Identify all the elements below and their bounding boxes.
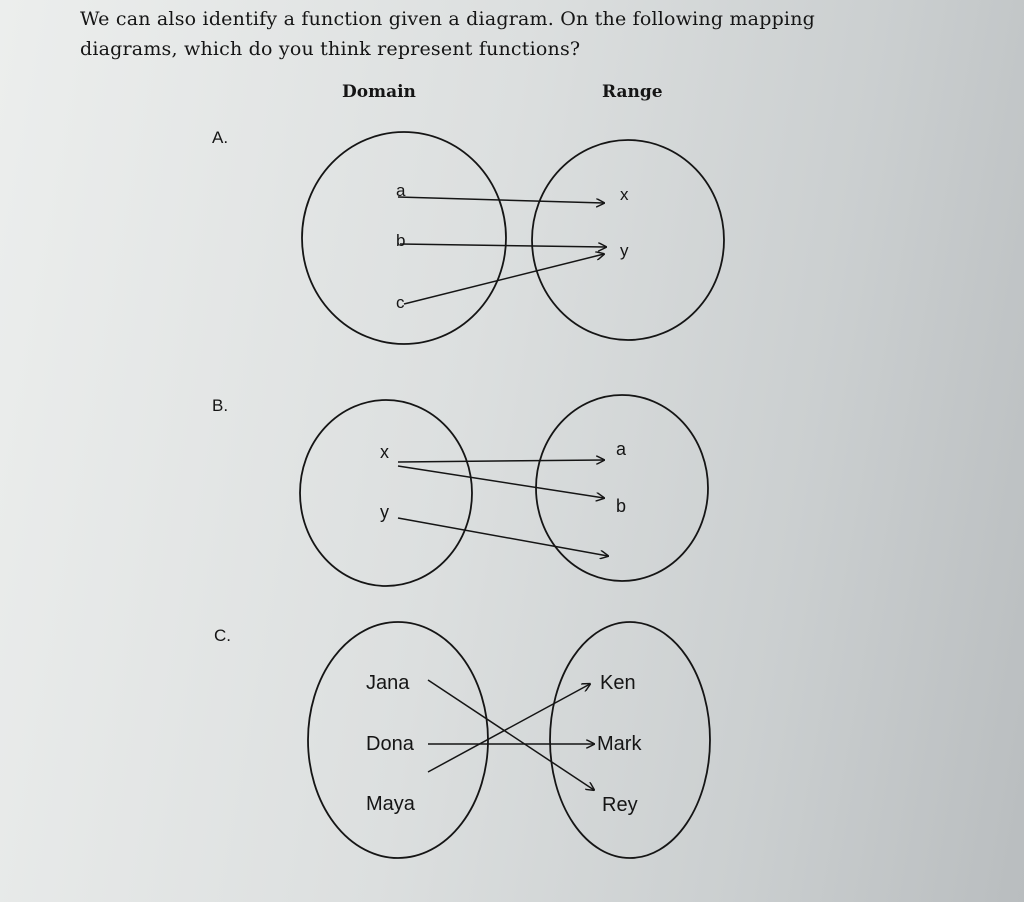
- domain-header: Domain: [342, 82, 416, 102]
- diagram-a-domain-b: b: [396, 231, 406, 250]
- diagram-b-range-oval: [536, 395, 708, 581]
- diagram-c-domain-jana: Jana: [366, 672, 410, 694]
- diagram-c-range-mark: Mark: [597, 733, 642, 755]
- arrow-b-to-y: [400, 244, 606, 247]
- diagram-b-range-a: a: [616, 439, 627, 459]
- arrow-dona-to-ken: [428, 684, 590, 772]
- diagram-c-domain-dona: Dona: [366, 733, 414, 755]
- arrow-a-to-x: [398, 197, 604, 203]
- arrow-jana-to-rey: [428, 680, 594, 790]
- diagram-b-domain-x: x: [380, 442, 389, 462]
- diagram-b-label: B.: [212, 396, 229, 415]
- arrow-x-to-b: [398, 466, 604, 498]
- diagram-a-range-x: x: [620, 185, 629, 204]
- arrow-y-to-none: [398, 518, 608, 556]
- diagram-b-domain-oval: [300, 400, 472, 586]
- diagram-b-range-b: b: [616, 496, 627, 516]
- diagram-a-range-y: y: [620, 241, 629, 260]
- range-header: Range: [602, 82, 663, 102]
- question-line-2: diagrams, which do you think represent functions?: [80, 38, 581, 60]
- diagram-a-label: A.: [212, 128, 229, 147]
- arrow-x-to-a: [398, 460, 604, 462]
- diagram-a-domain-c: c: [396, 293, 405, 312]
- diagram-c-label: C.: [214, 626, 231, 645]
- diagram-c-range-ken: Ken: [600, 672, 636, 694]
- question-line-1: We can also identify a function given a diagram. On the following mapping: [80, 8, 816, 30]
- diagram-a-domain-a: a: [396, 181, 406, 200]
- diagram-a-range-oval: [532, 140, 724, 340]
- diagram-c-range-rey: Rey: [602, 794, 638, 816]
- diagram-b-domain-y: y: [380, 502, 389, 522]
- diagram-c-domain-maya: Maya: [366, 793, 415, 815]
